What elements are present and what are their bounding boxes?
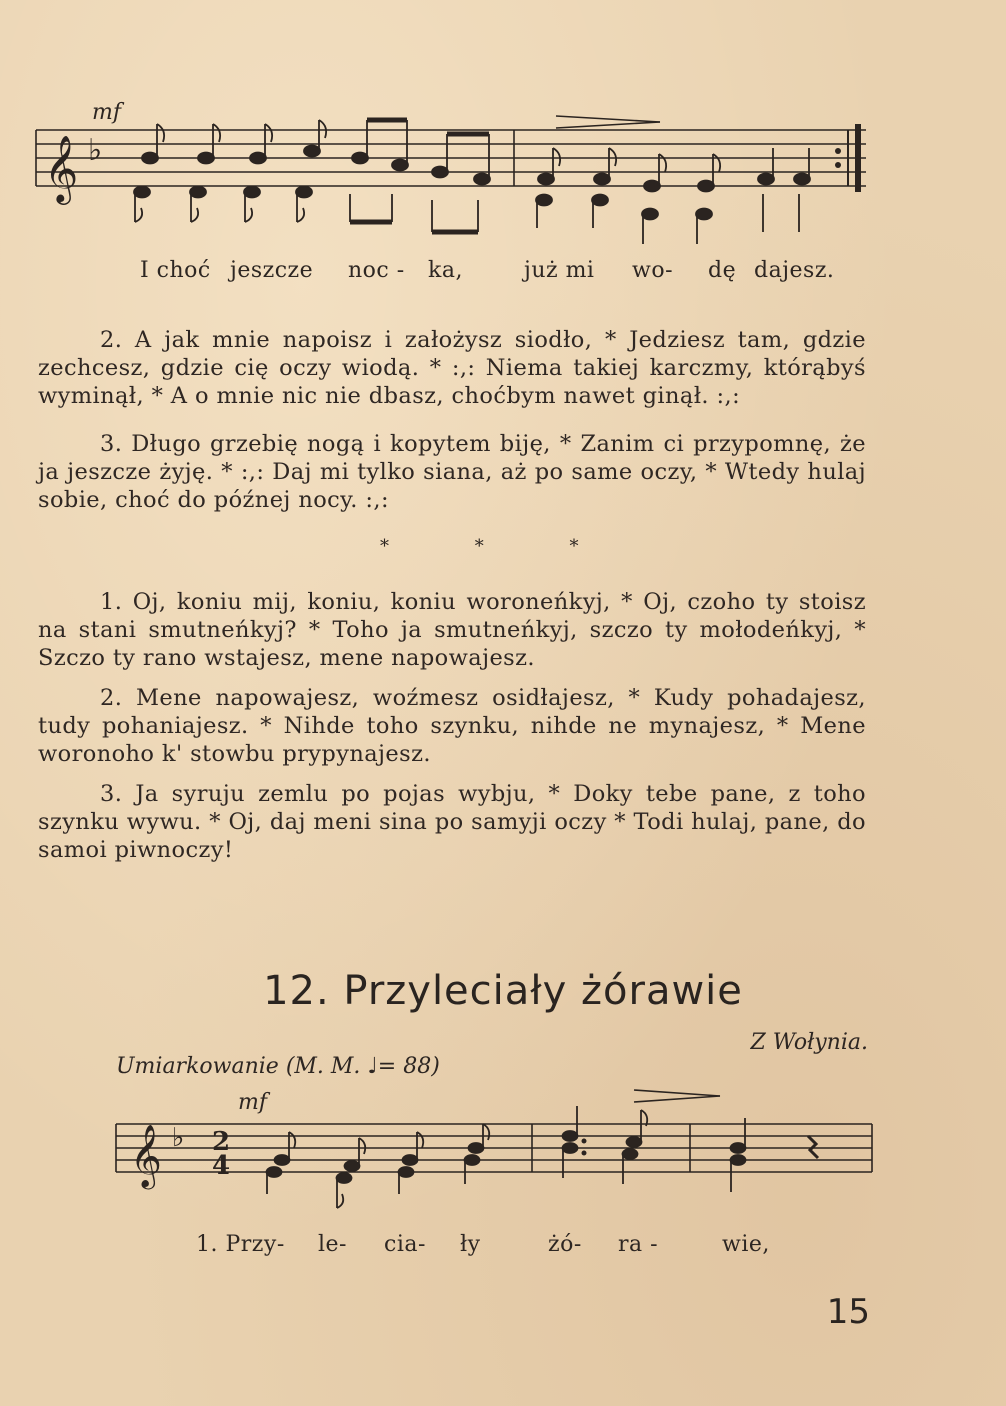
svg-text:♭: ♭ [88, 133, 103, 168]
svg-text:𝄞: 𝄞 [44, 134, 79, 202]
lyric-syllable: ka, [428, 258, 463, 283]
verses-ukrainian [38, 588, 866, 864]
svg-text:♭: ♭ [172, 1123, 185, 1153]
lyric-syllable: ły [460, 1232, 481, 1257]
svg-text:4: 4 [212, 1151, 231, 1181]
song-title: 12. Przyleciały żórawie [263, 968, 743, 1014]
verse-paragraph: 3. Długo grzebię nogą i kopytem biję, * Zanim ci przypomnę, że ja jeszcze żyję. * :,: Daj mi tylko siana, aż po same oczy, * Wtedy hulaj sobie, choć do późnej nocy. :,: [38, 431, 866, 513]
song-origin: Z Wołynia. [750, 1030, 868, 1055]
lyric-syllable: le- [318, 1232, 347, 1257]
svg-text:𝄞: 𝄞 [130, 1124, 162, 1187]
lyric-syllable: noc - [348, 258, 405, 283]
music-staff-song [110, 1084, 880, 1234]
verses-polish [38, 326, 866, 514]
verse-paragraph: 2. A jak mnie napoisz i założysz siodło, * Jedziesz tam, gdzie zechcesz, gdzie cię oczy wiodą. * :,: Niema takiej karczmy, którąbyś wyminął, * A o mnie nic nie dbasz, choćbym nawet ginął. :,: [38, 327, 866, 409]
page-number: 15 [826, 1292, 870, 1332]
verse-paragraph: 3. Ja syruju zemlu po pojas wybju, * Doky tebe pane, z toho szynku wywu. * Oj, daj meni sina po samyji oczy * Todi hulaj, pane, do samoi piwnoczy! [38, 781, 866, 863]
lyrics-top [0, 258, 1006, 288]
dynamic-mark-top: mf [92, 100, 122, 125]
lyric-syllable: I choć [140, 258, 211, 283]
verse-paragraph: 1. Oj, koniu mij, koniu, koniu woroneńkyj, * Oj, czoho ty stoisz na stani smutneńkyj? * Toho ja smutneńkyj, szczo ty mołodeńkyj, * Szczo ty rano wstajesz, mene napowajesz. [38, 589, 866, 671]
lyric-syllable: dajesz. [754, 258, 835, 283]
lyrics-song [0, 1232, 1006, 1262]
lyric-syllable: wie, [722, 1232, 770, 1257]
tempo-marking: Umiarkowanie (M. M. ♩= 88) [116, 1054, 440, 1079]
dynamic-mark-song: mf [238, 1090, 268, 1115]
lyric-syllable: już mi [524, 258, 595, 283]
lyric-syllable: żó- [548, 1232, 582, 1257]
section-separator: * * * [380, 536, 619, 557]
music-staff-top [30, 104, 876, 254]
lyric-syllable: wo- [632, 258, 674, 283]
verse-paragraph: 2. Mene napowajesz, woźmesz osidłajesz, * Kudy pohadajesz, tudy pohaniajesz. * Nihde toho szynku, nihde ne mynajesz, * Mene woronoho k' stowbu prypynajesz. [38, 685, 866, 767]
lyric-syllable: 1. Przy- [196, 1232, 285, 1257]
lyric-syllable: cia- [384, 1232, 426, 1257]
lyric-syllable: jeszcze [230, 258, 314, 283]
lyric-syllable: dę [708, 258, 737, 283]
svg-text:2: 2 [212, 1127, 231, 1157]
lyric-syllable: ra - [618, 1232, 659, 1257]
